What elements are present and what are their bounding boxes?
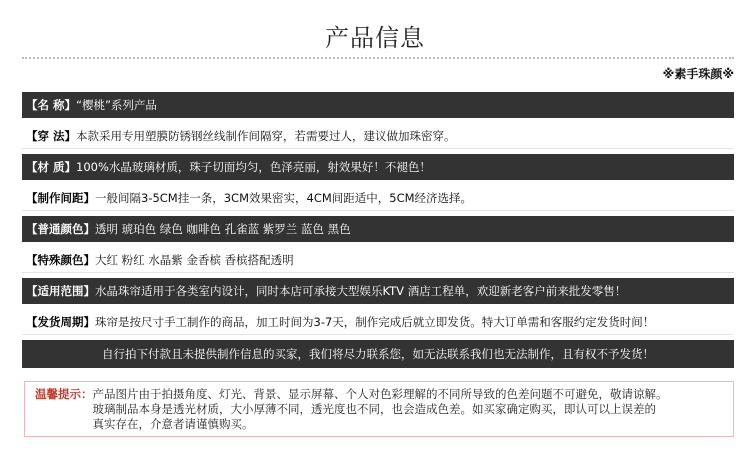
row-text: 一般间隔3-5CM挂一条，3CM效果密实，4CM间距适中，5CM经济选择。: [95, 190, 473, 205]
tip-line: 玻璃制品本身是透光材质，大小厚薄不同，透光度也不同，也会造成色差。如买家确定购买，即认可以上误差的: [92, 402, 656, 416]
row-label: 【适用范围】: [26, 284, 95, 298]
notice-row: [22, 340, 734, 368]
product-info-table: [22, 92, 734, 373]
row-text: 透明 琥珀色 绿色 咖啡色 孔雀蓝 紫罗兰 蓝色 黑色: [95, 222, 351, 236]
row-label: 【发货周期】: [26, 314, 95, 329]
title-divider: [22, 57, 734, 59]
info-row-name: [22, 92, 734, 118]
row-text: 100%水晶玻璃材质，珠子切面均匀，色泽亮丽，射效果好！不褪色！: [76, 160, 431, 174]
brand-label: ※素手珠颜※: [662, 67, 734, 81]
row-text: 本款采用专用塑膜防锈钢丝线制作间隔穿，若需要过人，建议做加珠密穿。: [76, 128, 456, 143]
tip-line: 真实存在，介意者请谨慎购买。: [92, 417, 254, 431]
tip-body: [93, 387, 668, 436]
row-label: 【普通颜色】: [26, 222, 95, 236]
info-row-spacing: [22, 185, 734, 211]
warm-tip-box: [24, 381, 734, 437]
row-label: 【特殊颜色】: [26, 252, 95, 267]
row-label: 【材 质】: [26, 160, 77, 174]
info-row-scope: [22, 278, 734, 304]
row-text: “樱桃”系列产品: [76, 98, 157, 112]
notice-text: 自行拍下付款且未提供制作信息的买家，我们将尽力联系您，如无法联系我们也无法制作，且有权不予发货！: [102, 347, 654, 361]
info-row-colors: [22, 216, 734, 242]
page-title: 产品信息: [325, 24, 425, 52]
row-label: 【穿 法】: [26, 128, 77, 143]
row-label: 【名 称】: [26, 98, 77, 112]
info-row-special-colors: [22, 247, 734, 273]
row-text: 珠帘是按尺寸手工制作的商品，加工时间为3-7天，制作完成后就立即发货。特大订单需和客服约定发货时间！: [95, 314, 655, 329]
row-text: 大红 粉红 水晶紫 金香槟 香槟搭配透明: [95, 252, 294, 267]
info-row-delivery: [22, 309, 734, 335]
info-row-material: [22, 154, 734, 180]
row-label: 【制作间距】: [26, 190, 95, 205]
tip-label: 温馨提示：: [35, 387, 93, 401]
row-text: 水晶珠帘适用于各类室内设计，同时本店可承接大型娱乐KTV 酒店工程单，欢迎新老客户前来批发零售！: [95, 284, 627, 298]
info-row-stringing: [22, 123, 734, 149]
tip-line: 产品图片由于拍摄角度、灯光、背景、显示屏幕、个人对色彩理解的不同所导致的色差问题不可避免，敬请谅解。: [92, 387, 668, 401]
